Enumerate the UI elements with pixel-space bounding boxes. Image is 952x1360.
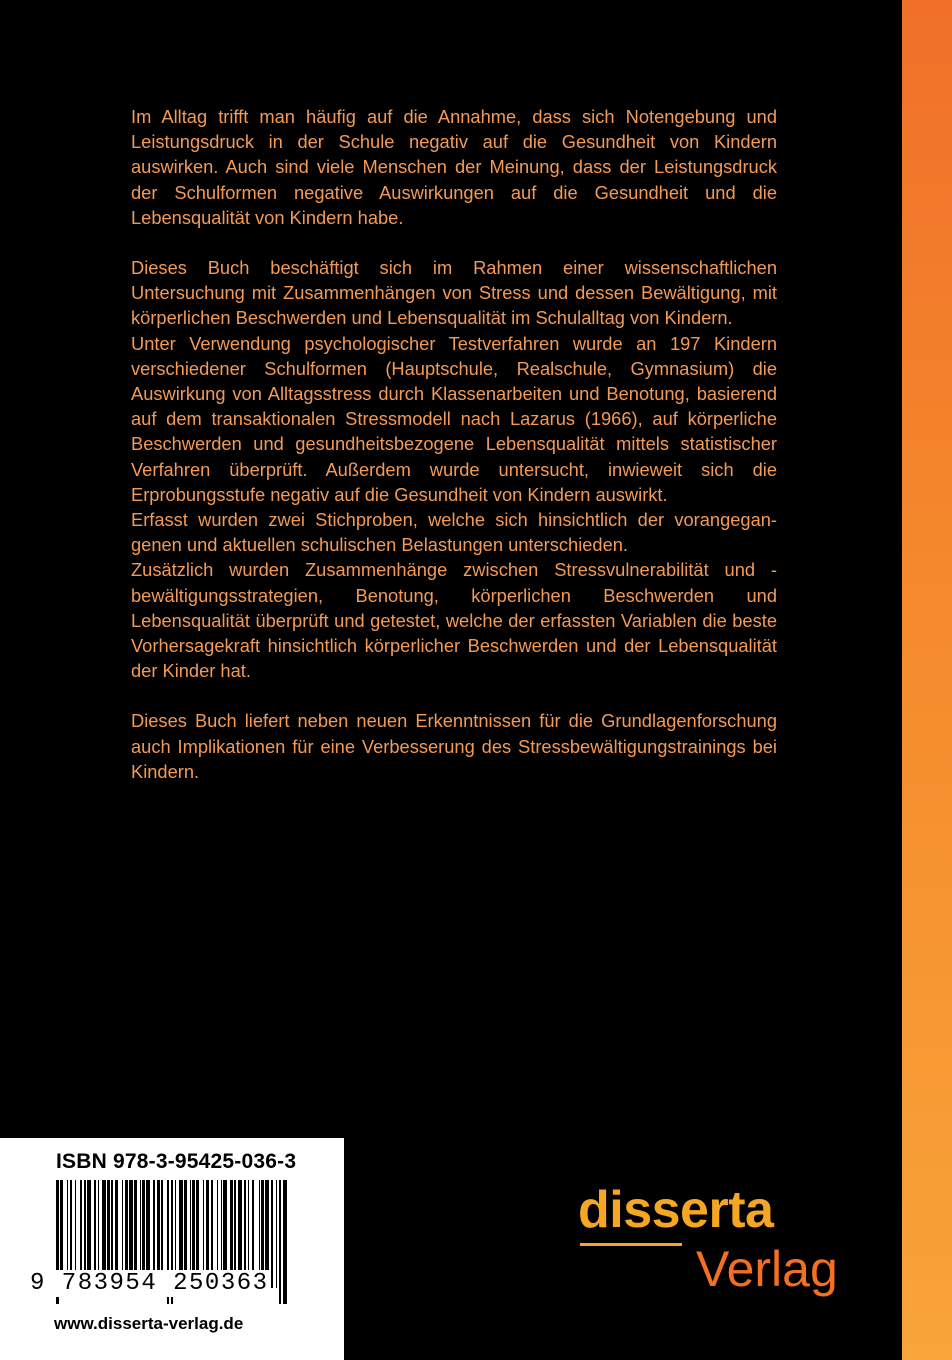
blurb-text <box>131 104 777 784</box>
blurb-paragraph-1: Im Alltag trifft man häufig auf die Annahme, dass sich Notengebung und Leistungsdruck in der Schule negativ auf die Gesundheit von Kindern auswirken. Auch sind viele Menschen der Meinung, dass der Leistungsdruck der Schulformen negative Auswirkungen auf die Gesundheit und die Lebensqualität von Kindern habe. <box>131 106 777 228</box>
publisher-logo <box>578 1180 878 1320</box>
ean-digits <box>30 1270 292 1297</box>
ean-digits-text: 9 783954 250363 <box>30 1270 269 1297</box>
barcode-panel <box>0 1138 344 1360</box>
logo-disserta: disserta <box>578 1181 774 1239</box>
blurb-paragraph-5: Zusätzlich wurden Zusammenhänge zwischen Stressvulnerabilität und -bewältigungsstrategien, Benotung, körperlichen Beschwerden und Lebensqualität überprüft und getestet, welche der erfassten Variablen die beste Vorhersagekraft hinsichtlich körperlicher Beschwerden und der Lebensqualität der Kinder hat. <box>131 559 777 682</box>
orange-edge-stripe <box>902 0 952 1360</box>
blurb-paragraph-6: Dieses Buch liefert neben neuen Erkenntnissen für die Grundlagenforschung auch Implikationen für eine Verbesserung des Stressbewältigungstrainings bei Kindern. <box>131 710 777 782</box>
publisher-url: www.disserta-verlag.de <box>54 1314 244 1333</box>
blurb-paragraph-4: Erfasst wurden zwei Stichproben, welche sich hinsichtlich der vorangegangenen und aktuellen schulischen Belastungen unterschieden. <box>131 509 777 556</box>
blurb-paragraph-2: Dieses Buch beschäftigt sich im Rahmen einer wissenschaftlichen Untersuchung mit Zusammenhängen von Stress und dessen Bewältigung, mit körperlichen Beschwerden und Lebensqualität im Schulalltag von Kindern. <box>131 257 777 329</box>
isbn-label: ISBN 978-3-95425-036-3 <box>56 1150 297 1173</box>
logo-verlag: Verlag <box>696 1241 838 1297</box>
logo-underline <box>580 1243 682 1246</box>
blurb-paragraph-3: Unter Verwendung psychologischer Testverfahren wurde an 197 Kindern verschiedener Schulformen (Hauptschule, Realschule, Gymnasium) die Auswirkung von Alltagsstress durch Klassenarbeiten und Benotung, basierend auf dem transaktionalen Stressmodell nach Lazarus (1966), auf körperliche Beschwerden und gesundheitsbezogene Lebensqualität mittels statistischer Verfahren überprüft. Außerdem wurde untersucht, inwieweit sich die Erprobungsstufe negativ auf die Gesundheit von Kindern auswirkt. <box>131 332 777 505</box>
